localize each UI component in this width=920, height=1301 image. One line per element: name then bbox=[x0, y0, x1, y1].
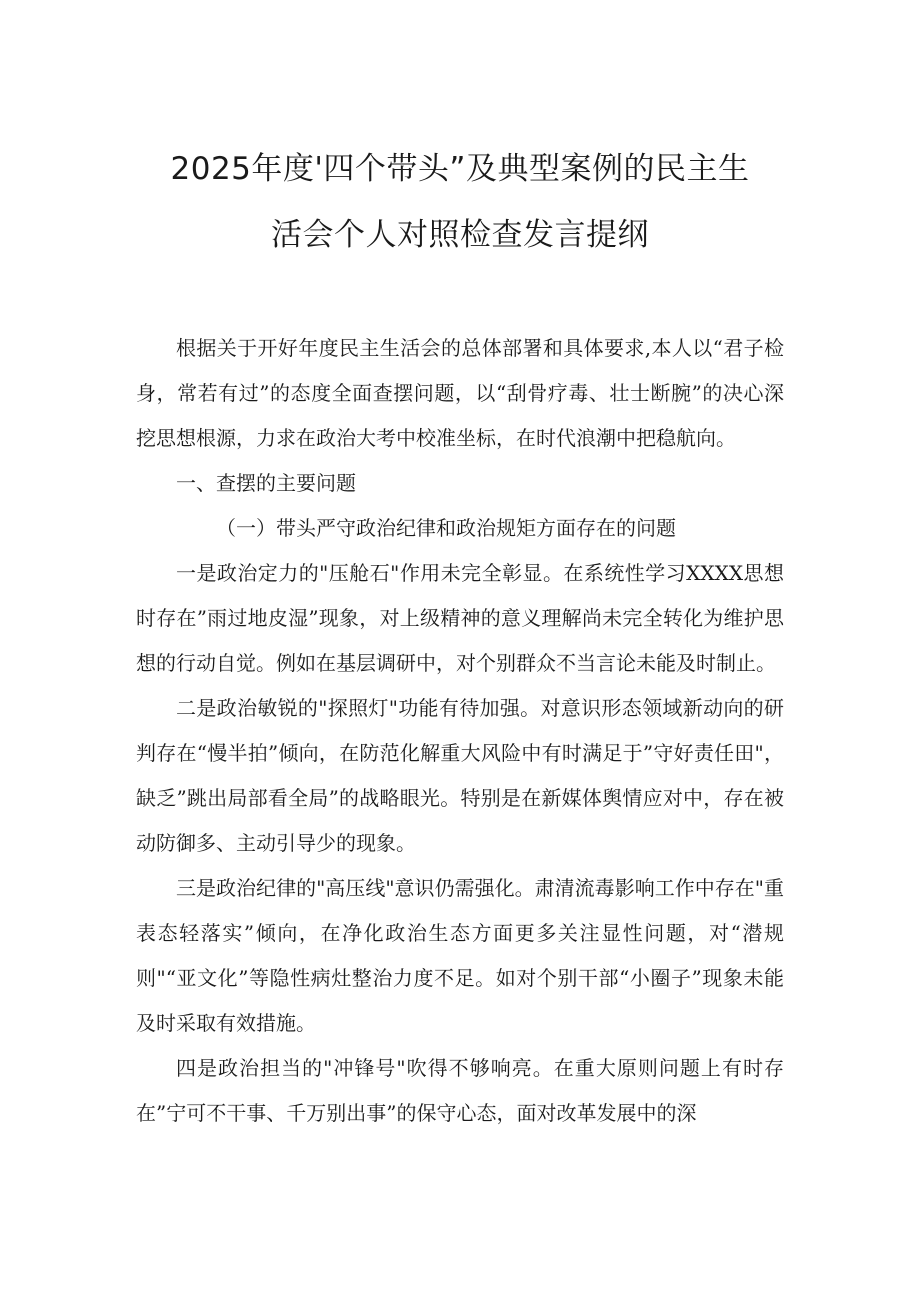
issue-paragraph-3: 三是政治纪律的"高压线"意识仍需强化。肃清流毒影响工作中存在"重表态轻落实”倾向，在净化政治生态方面更多关注显性问题，对“潜规则"“亚文化”等隐性病灶整治力度不足。如对个别干部“小圈子”现象未能及时采取有效措施。 bbox=[136, 876, 784, 1035]
document-title bbox=[136, 136, 784, 268]
issue-paragraph-4: 四是政治担当的"冲锋号"吹得不够响亮。在重大原则问题上有时存在”宁可不干事、千万别出事”的保守心态，面对改革发展中的深 bbox=[136, 1056, 784, 1125]
document-body bbox=[136, 326, 784, 1136]
issue-paragraph-2: 二是政治敏锐的"探照灯"功能有待加强。对意识形态领域新动向的研判存在“慢半拍”倾向，在防范化解重大风险中有时满足于”守好责任田"，缺乏”跳出局部看全局”的战略眼光。特别是在新媒体舆情应对中，存在被动防御多、主动引导少的现象。 bbox=[136, 696, 784, 855]
issue-paragraph-1: 一是政治定力的"压舱石"作用未完全彰显。在系统性学习XXXX思想时存在”雨过地皮湿”现象，对上级精神的意义理解尚未完全转化为维护思想的行动自觉。例如在基层调研中，对个别群众不当言论未能及时制止。 bbox=[136, 561, 784, 675]
title-line-1: 2025年度'四个带头”及典型案例的民主生 bbox=[170, 151, 750, 187]
subsection-heading: （一）带头严守政治纪律和政治规矩方面存在的问题 bbox=[216, 516, 676, 540]
section-heading: 一、查摆的主要问题 bbox=[176, 471, 356, 495]
title-line-2: 活会个人对照检查发言提纲 bbox=[271, 217, 649, 253]
intro-paragraph: 根据关于开好年度民主生活会的总体部署和具体要求,本人以“君子检身，常若有过”的态度全面查摆问题，以“刮骨疗毒、壮士断腕”的决心深挖思想根源，力求在政治大考中校准坐标，在时代浪潮中把稳航向。 bbox=[136, 336, 784, 450]
